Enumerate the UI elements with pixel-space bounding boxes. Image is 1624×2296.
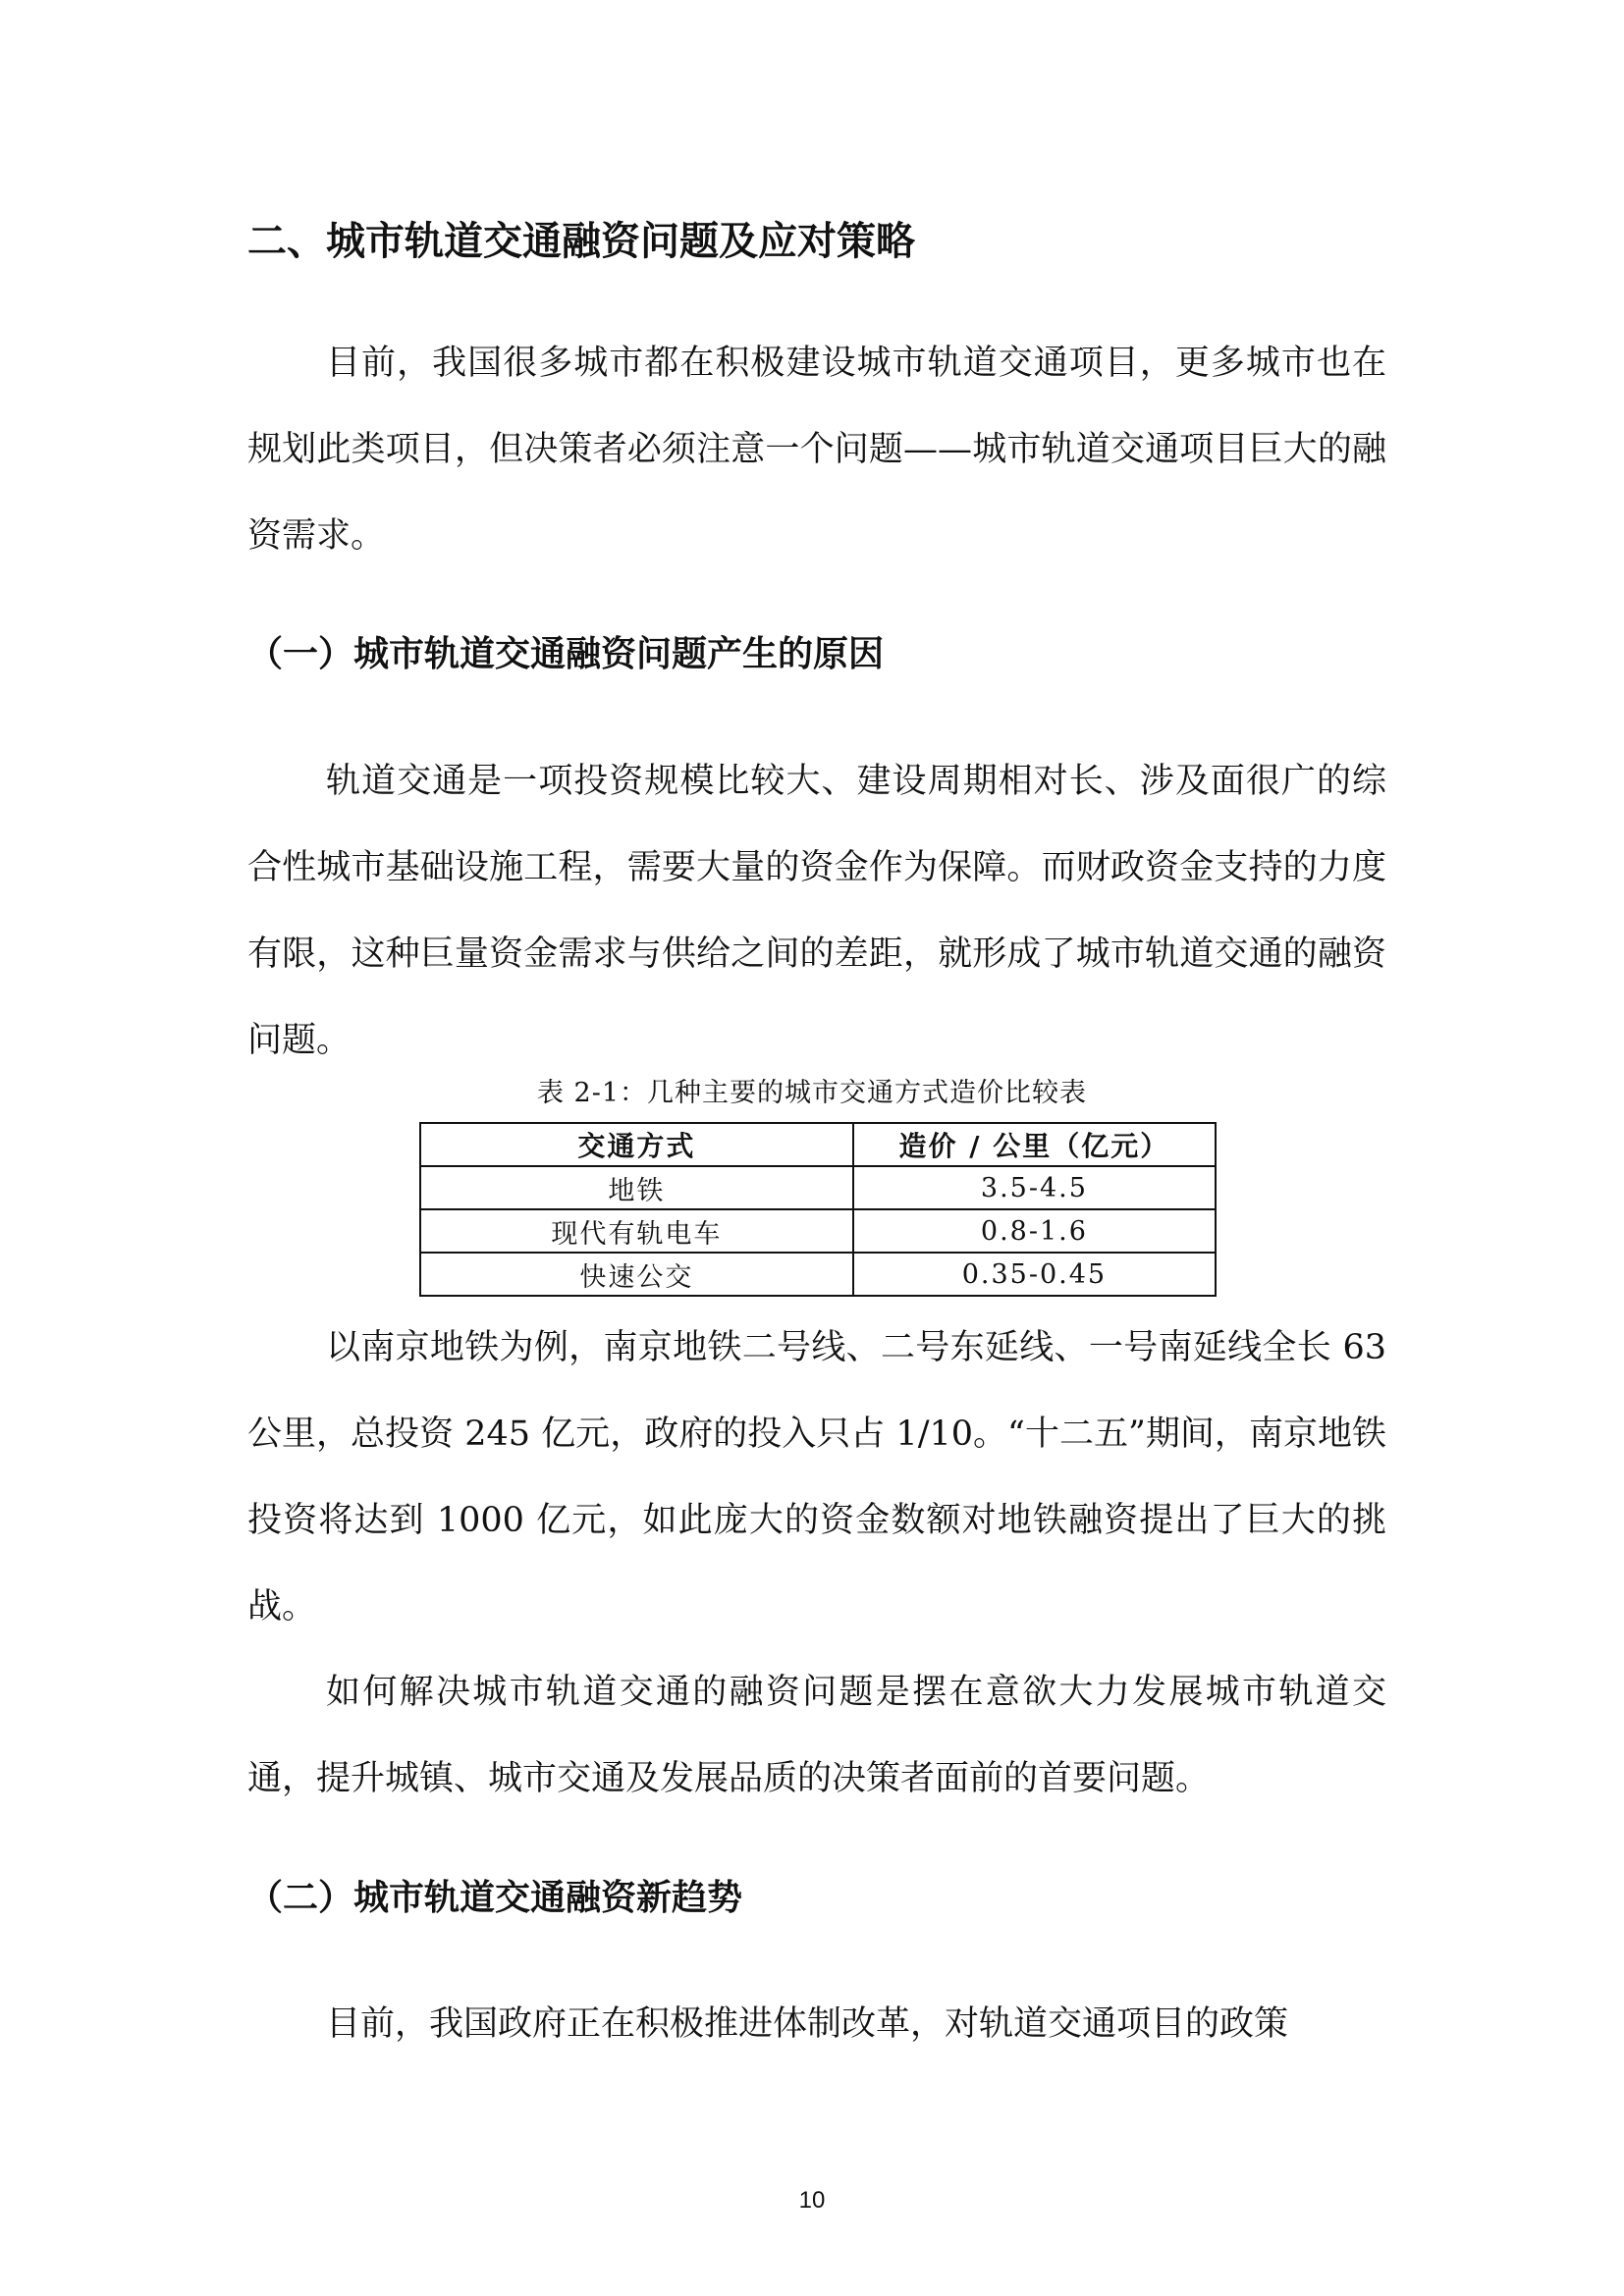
subsection-1-paragraph-1: 轨道交通是一项投资规模比较大、建设周期相对长、涉及面很广的综合性城市基础设施工程，需要大量的资金作为保障。而财政资金支持的力度有限，这种巨量资金需求与供给之间的差距，就形成了城市轨道交通的融资问题。 (247, 762, 1386, 1060)
table-header-row (420, 1123, 1216, 1166)
table-row (420, 1166, 1216, 1209)
table-cell-cost: 0.35-0.45 (853, 1253, 1216, 1296)
subsection-1-paragraph-3: 如何解决城市轨道交通的融资问题是摆在意欲大力发展城市轨道交通，提升城镇、城市交通及发展品质的决策者面前的首要问题。 (247, 1673, 1386, 1798)
section-title: 二、城市轨道交通融资问题及应对策略 (247, 219, 915, 264)
table-row (420, 1253, 1216, 1296)
subsection-1-title: （一）城市轨道交通融资问题产生的原因 (247, 634, 885, 674)
subsection-2-title: （二）城市轨道交通融资新趋势 (247, 1878, 743, 1918)
table-cell-mode: 快速公交 (420, 1253, 853, 1296)
table-cell-mode: 现代有轨电车 (420, 1209, 853, 1253)
table-row (420, 1209, 1216, 1253)
table-caption: 表 2-1：几种主要的城市交通方式造价比较表 (536, 1078, 1088, 1108)
column-header-mode: 交通方式 (420, 1123, 853, 1166)
column-header-cost: 造价 / 公里（亿元） (853, 1123, 1216, 1166)
table-cell-cost: 0.8-1.6 (853, 1209, 1216, 1253)
intro-paragraph: 目前，我国很多城市都在积极建设城市轨道交通项目，更多城市也在规划此类项目，但决策者必须注意一个问题——城市轨道交通项目巨大的融资需求。 (247, 344, 1386, 556)
cost-comparison-table (419, 1122, 1217, 1297)
subsection-1-paragraph-2: 以南京地铁为例，南京地铁二号线、二号东延线、一号南延线全长 63 公里，总投资 245 亿元，政府的投入只占 1/10。“十二五”期间，南京地铁投资将达到 1000 亿元，如此庞大的资金数额对地铁融资提出了巨大的挑战。 (247, 1328, 1386, 1627)
page-number: 10 (798, 2187, 826, 2214)
table-cell-cost: 3.5-4.5 (853, 1166, 1216, 1209)
table-cell-mode: 地铁 (420, 1166, 853, 1209)
subsection-2-paragraph-1: 目前，我国政府正在积极推进体制改革，对轨道交通项目的政策 (326, 2004, 1289, 2044)
